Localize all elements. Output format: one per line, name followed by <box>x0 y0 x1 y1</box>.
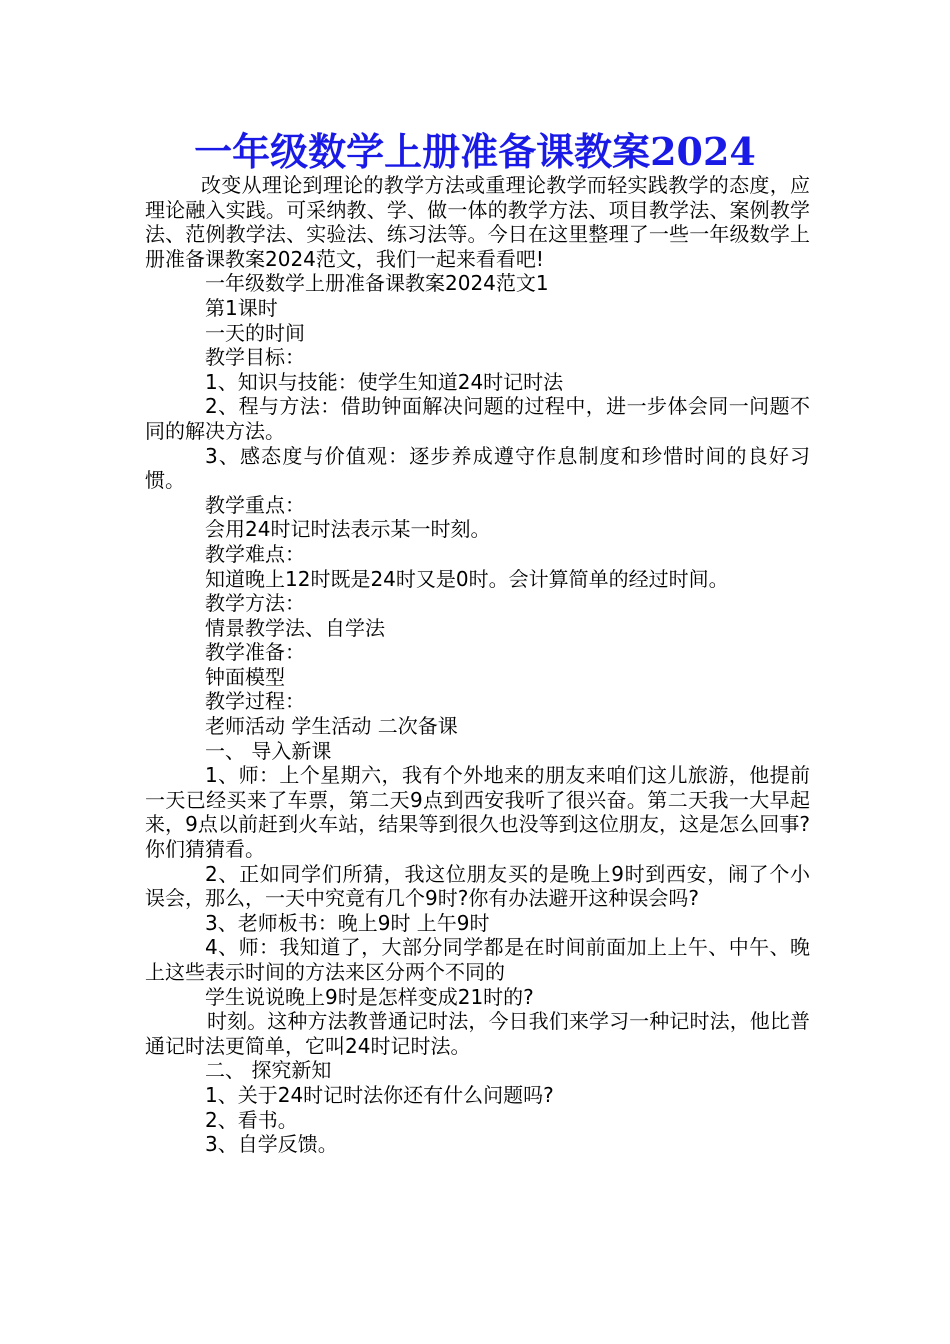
prep-heading: 教学准备： <box>205 640 305 665</box>
process-item: 3、自学反馈。 <box>205 1132 338 1157</box>
process-item: 2、正如同学们所猜，我这位朋友买的是晚上9时到西安，闹了个小误会，那么，一天中究竟有几个9时?你有办法避开这种误会吗? <box>145 861 810 911</box>
method-heading: 教学方法： <box>205 591 305 616</box>
process-heading: 教学过程： <box>205 689 305 714</box>
prep-text: 钟面模型 <box>205 664 285 689</box>
key-text: 会用24时记时法表示某一时刻。 <box>205 517 491 542</box>
process-item: 2、看书。 <box>205 1107 298 1132</box>
intro-paragraph: 改变从理论到理论的教学方法或重理论教学而轻实践教学的态度，应理论融入实践。可采纳教、学、做一体的教学方法、项目教学法、案例教学法、范例教学法、实验法、练习法等。今日在这里整理了一些一年级数学上册准备课教案2024范文，我们一起来看看吧! <box>145 173 810 271</box>
key-heading: 教学重点： <box>205 492 305 517</box>
part1-heading: 一、 导入新课 <box>205 738 332 763</box>
document-title: 一年级数学上册准备课教案2024 <box>194 129 756 174</box>
process-item: 时刻。这种方法教普通记时法，今日我们来学习一种记时法，他比普通记时法更简单，它叫24时记时法。 <box>145 1009 810 1058</box>
lesson-number: 第1课时 <box>205 295 278 320</box>
goal-item: 2、程与方法：借助钟面解决问题的过程中，进一步体会同一问题不同的解决方法。 <box>145 394 810 443</box>
goal-item: 3、感态度与价值观：逐步养成遵守作息制度和珍惜时间的良好习惯。 <box>145 443 810 493</box>
section-title: 一年级数学上册准备课教案2024范文1 <box>205 271 549 296</box>
activity-columns: 老师活动 学生活动 二次备课 <box>205 714 458 739</box>
student-activity: 学生说说晚上9时是怎样变成21时的? <box>205 984 534 1009</box>
process-item: 1、关于24时记时法你还有什么问题吗? <box>205 1082 554 1107</box>
method-text: 情景教学法、自学法 <box>205 615 385 640</box>
lesson-topic: 一天的时间 <box>205 320 305 345</box>
difficulty-heading: 教学难点： <box>205 541 305 566</box>
part2-heading: 二、 探究新知 <box>205 1058 332 1083</box>
goals-heading: 教学目标： <box>205 345 305 370</box>
document-body <box>145 173 810 1157</box>
difficulty-text: 知道晚上12时既是24时又是0时。会计算简单的经过时间。 <box>205 566 729 591</box>
goal-item: 1、知识与技能：使学生知道24时记时法 <box>205 369 564 394</box>
process-item: 4、师：我知道了，大部分同学都是在时间前面加上上午、中午、晚上这些表示时间的方法来区分两个不同的 <box>145 935 810 984</box>
process-item: 3、老师板书：晚上9时 上午9时 <box>205 910 490 935</box>
process-item: 1、师：上个星期六，我有个外地来的朋友来咱们这儿旅游，他提前一天已经买来了车票，第二天9点到西安我听了很兴奋。第二天我一大早起来，9点以前赶到火车站，结果等到很久也没等到这位朋友，这是怎么回事?你们猜猜看。 <box>145 763 810 862</box>
